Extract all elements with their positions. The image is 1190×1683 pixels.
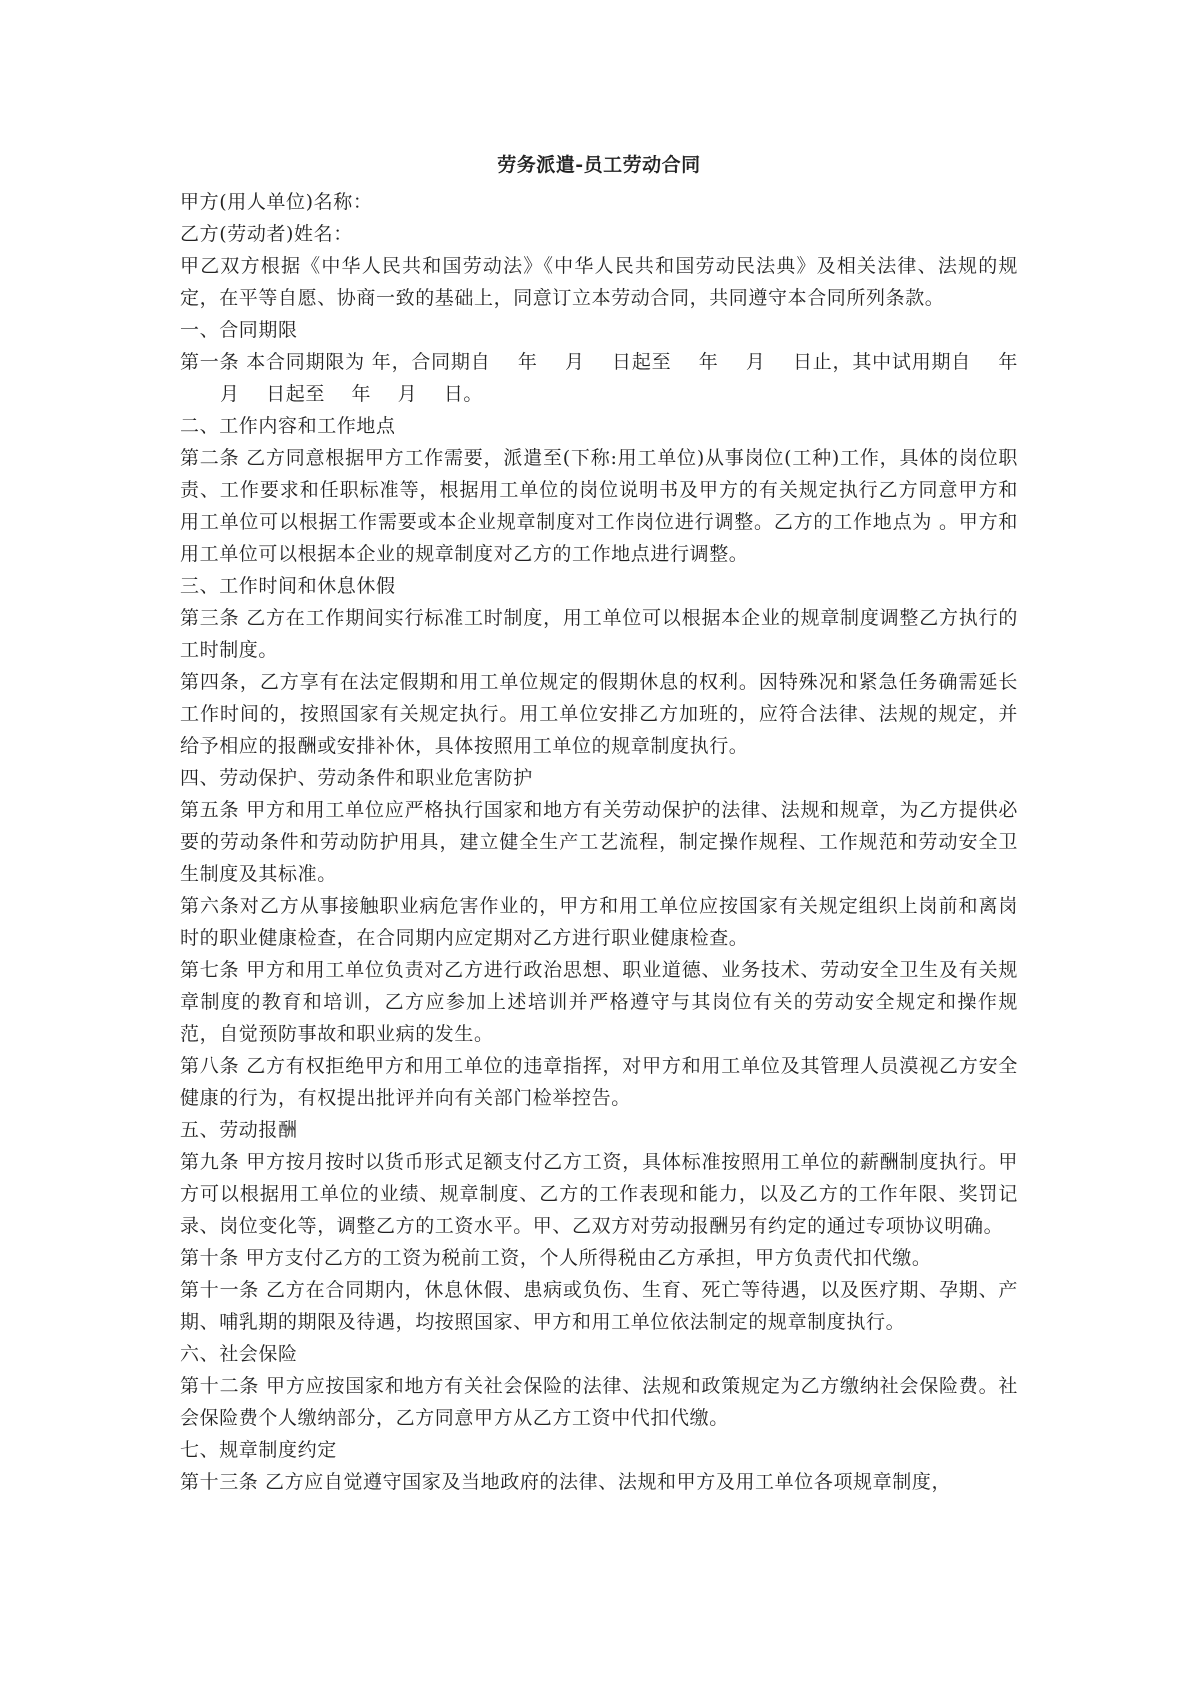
article-5: 第五条 甲方和用工单位应严格执行国家和地方有关劳动保护的法律、法规和规章，为乙方提供必要的劳动条件和劳动防护用具，建立健全生产工艺流程，制定操作规程、工作规范和劳动安全卫生制度及其标准。 [180,799,1018,885]
article-11: 第十一条 乙方在合同期内，休息休假、患病或负伤、生育、死亡等待遇，以及医疗期、孕期、产期、哺乳期的期限及待遇，均按照国家、甲方和用工单位依法制定的规章制度执行。 [180,1279,1018,1333]
article-13: 第十三条 乙方应自觉遵守国家及当地政府的法律、法规和甲方及用工单位各项规章制度， [180,1471,952,1493]
section-heading-3: 三、工作时间和休息休假 [180,575,396,597]
article-10: 第十条 甲方支付乙方的工资为税前工资，个人所得税由乙方承担，甲方负责代扣代缴。 [180,1247,932,1269]
section-heading-6: 六、社会保险 [180,1343,298,1365]
article-4: 第四条，乙方享有在法定假期和用工单位规定的假期休息的权利。因特殊况和紧急任务确需延长工作时间的，按照国家有关规定执行。用工单位安排乙方加班的，应符合法律、法规的规定，并给予相应的报酬或安排补休，具体按照用工单位的规章制度执行。 [180,671,1018,757]
section-heading-1: 一、合同期限 [180,319,298,341]
preamble-paragraph: 甲乙双方根据《中华人民共和国劳动法》《中华人民共和国劳动民法典》及相关法律、法规的规定，在平等自愿、协商一致的基础上，同意订立本劳动合同，共同遵守本合同所列条款。 [180,255,1018,309]
article-2: 第二条 乙方同意根据甲方工作需要，派遣至(下称:用工单位)从事岗位(工种)工作，具体的岗位职责、工作要求和任职标准等，根据用工单位的岗位说明书及甲方的有关规定执行乙方同意甲方和用工单位可以根据工作需要或本企业规章制度对工作岗位进行调整。乙方的工作地点为 。甲方和用工单位可以根据本企业的规章制度对乙方的工作地点进行调整。 [180,447,1018,565]
contract-page [180,150,1018,1498]
document-title: 劳务派遣-员工劳动合同 [497,154,701,176]
article-6: 第六条对乙方从事接触职业病危害作业的，甲方和用工单位应按国家有关规定组织上岗前和离岗时的职业健康检查，在合同期内应定期对乙方进行职业健康检查。 [180,895,1018,949]
article-3: 第三条 乙方在工作期间实行标准工时制度，用工单位可以根据本企业的规章制度调整乙方执行的工时制度。 [180,607,1018,661]
section-heading-5: 五、劳动报酬 [180,1119,298,1141]
article-1: 第一条 本合同期限为 年，合同期自 年 月 日起至 年 月 日止，其中试用期自 年月 日起至 年 月 日。 [180,351,1018,405]
article-7: 第七条 甲方和用工单位负责对乙方进行政治思想、职业道德、业务技术、劳动安全卫生及有关规章制度的教育和培训，乙方应参加上述培训并严格遵守与其岗位有关的劳动安全规定和操作规范，自觉预防事故和职业病的发生。 [180,959,1018,1045]
section-heading-4: 四、劳动保护、劳动条件和职业危害防护 [180,767,533,789]
section-heading-7: 七、规章制度约定 [180,1439,337,1461]
article-12: 第十二条 甲方应按国家和地方有关社会保险的法律、法规和政策规定为乙方缴纳社会保险费。社会保险费个人缴纳部分，乙方同意甲方从乙方工资中代扣代缴。 [180,1375,1018,1429]
party-b-line: 乙方(劳动者)姓名： [180,223,353,245]
section-heading-2: 二、工作内容和工作地点 [180,415,396,437]
party-a-line: 甲方(用人单位)名称： [180,191,373,213]
article-9: 第九条 甲方按月按时以货币形式足额支付乙方工资，具体标准按照用工单位的薪酬制度执行。甲方可以根据用工单位的业绩、规章制度、乙方的工作表现和能力，以及乙方的工作年限、奖罚记录、岗位变化等，调整乙方的工资水平。甲、乙双方对劳动报酬另有约定的通过专项协议明确。 [180,1151,1018,1237]
article-8: 第八条 乙方有权拒绝甲方和用工单位的违章指挥，对甲方和用工单位及其管理人员漠视乙方安全健康的行为，有权提出批评并向有关部门检举控告。 [180,1055,1018,1109]
